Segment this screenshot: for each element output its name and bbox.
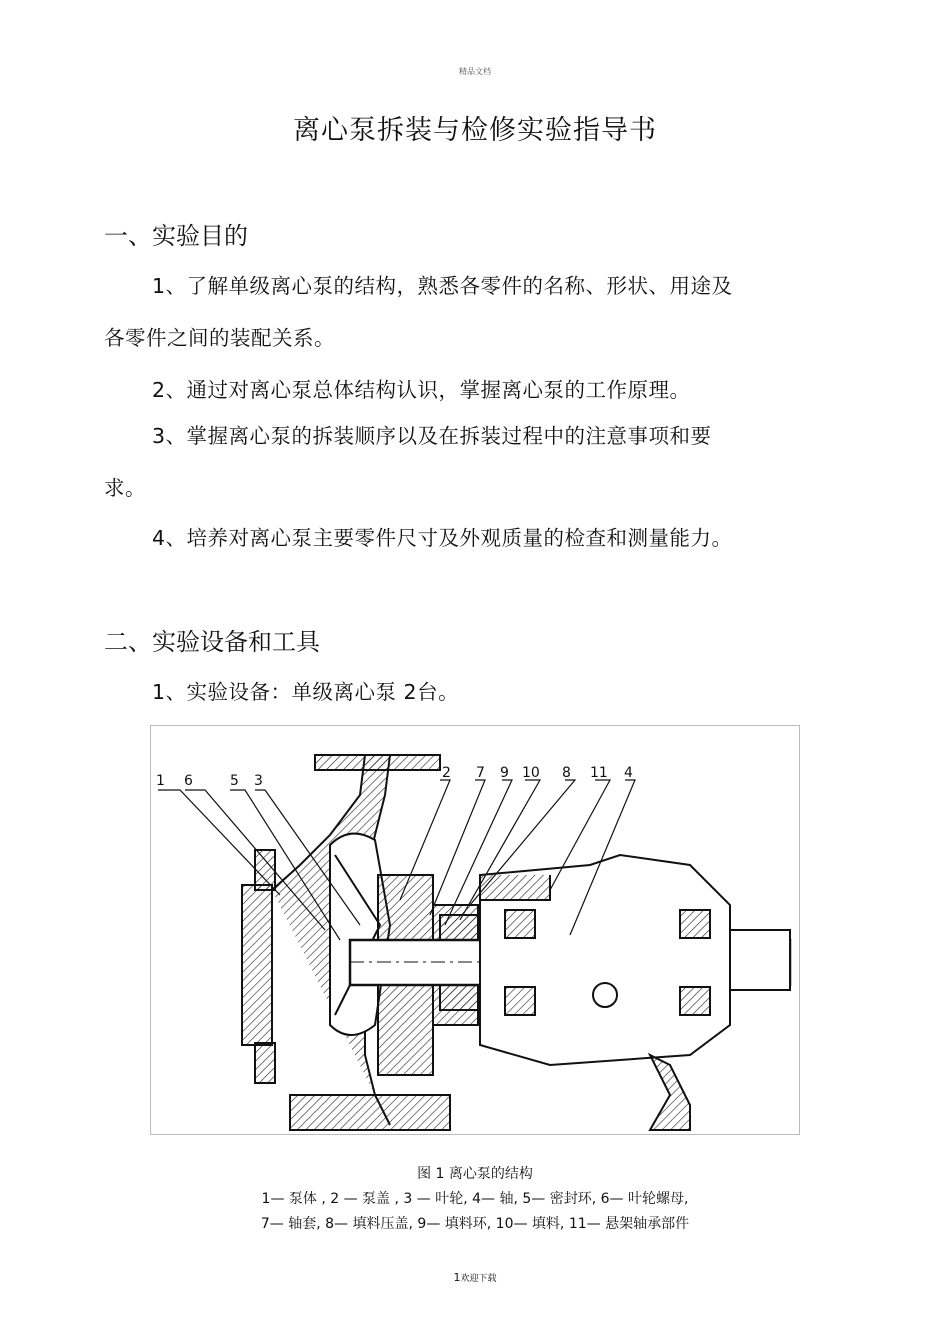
purpose-item-4 [104,512,824,564]
header-watermark: 精品文档 [459,67,491,76]
figure-label-2: 2 [442,765,451,781]
document-title: 离心泵拆装与检修实验指导书 [293,115,657,146]
figure-label-9: 9 [500,765,509,781]
figure-label-7: 7 [476,765,485,781]
figure-label-11: 11 [590,765,608,781]
purpose-item-1-line1: 1、了解单级离心泵的结构，熟悉各零件的名称、形状、用途及 [152,274,733,298]
equipment-item-1-text: 1、实验设备：单级离心泵 2台。 [152,680,460,704]
figure-label-5: 5 [230,773,239,789]
figure-label-3: 3 [254,773,263,789]
pump-cross-section-drawing [150,725,800,1135]
figure-caption-title: 图 1 离心泵的结构 [417,1166,533,1182]
purpose-item-3-line1: 3、掌握离心泵的拆装顺序以及在拆装过程中的注意事项和要 [152,424,712,448]
figure-label-4: 4 [624,765,633,781]
figure-caption-line2: 7— 轴套, 8— 填料压盖, 9— 填料环, 10— 填料, 11— 悬架轴承部件 [260,1216,690,1232]
figure-label-6: 6 [184,773,193,789]
footer-text: 欢迎下载 [460,1274,497,1284]
figure-label-8: 8 [562,765,571,781]
figure-label-1: 1 [156,773,165,789]
purpose-item-1 [104,260,824,364]
purpose-item-2-line1: 2、通过对离心泵总体结构认识，掌握离心泵的工作原理。 [152,378,691,402]
section-heading-equipment: 二、实验设备和工具 [104,628,320,656]
pump-structure-figure [150,725,800,1135]
purpose-item-1-line2: 各零件之间的装配关系。 [104,326,335,350]
purpose-item-2 [104,364,824,416]
section-heading-purpose: 一、实验目的 [104,222,248,250]
figure-label-10: 10 [522,765,540,781]
figure-caption-line1: 1— 泵体 , 2 — 泵盖 , 3 — 叶轮, 4— 轴, 5— 密封环, 6— 叶轮螺母, [261,1191,689,1207]
page-footer [0,1271,950,1284]
purpose-item-3-line2: 求。 [104,476,146,500]
purpose-item-3 [104,410,824,514]
page-number: 1 [453,1271,461,1284]
equipment-item-1 [104,666,824,718]
purpose-item-4-line1: 4、培养对离心泵主要零件尺寸及外观质量的检查和测量能力。 [152,526,733,550]
